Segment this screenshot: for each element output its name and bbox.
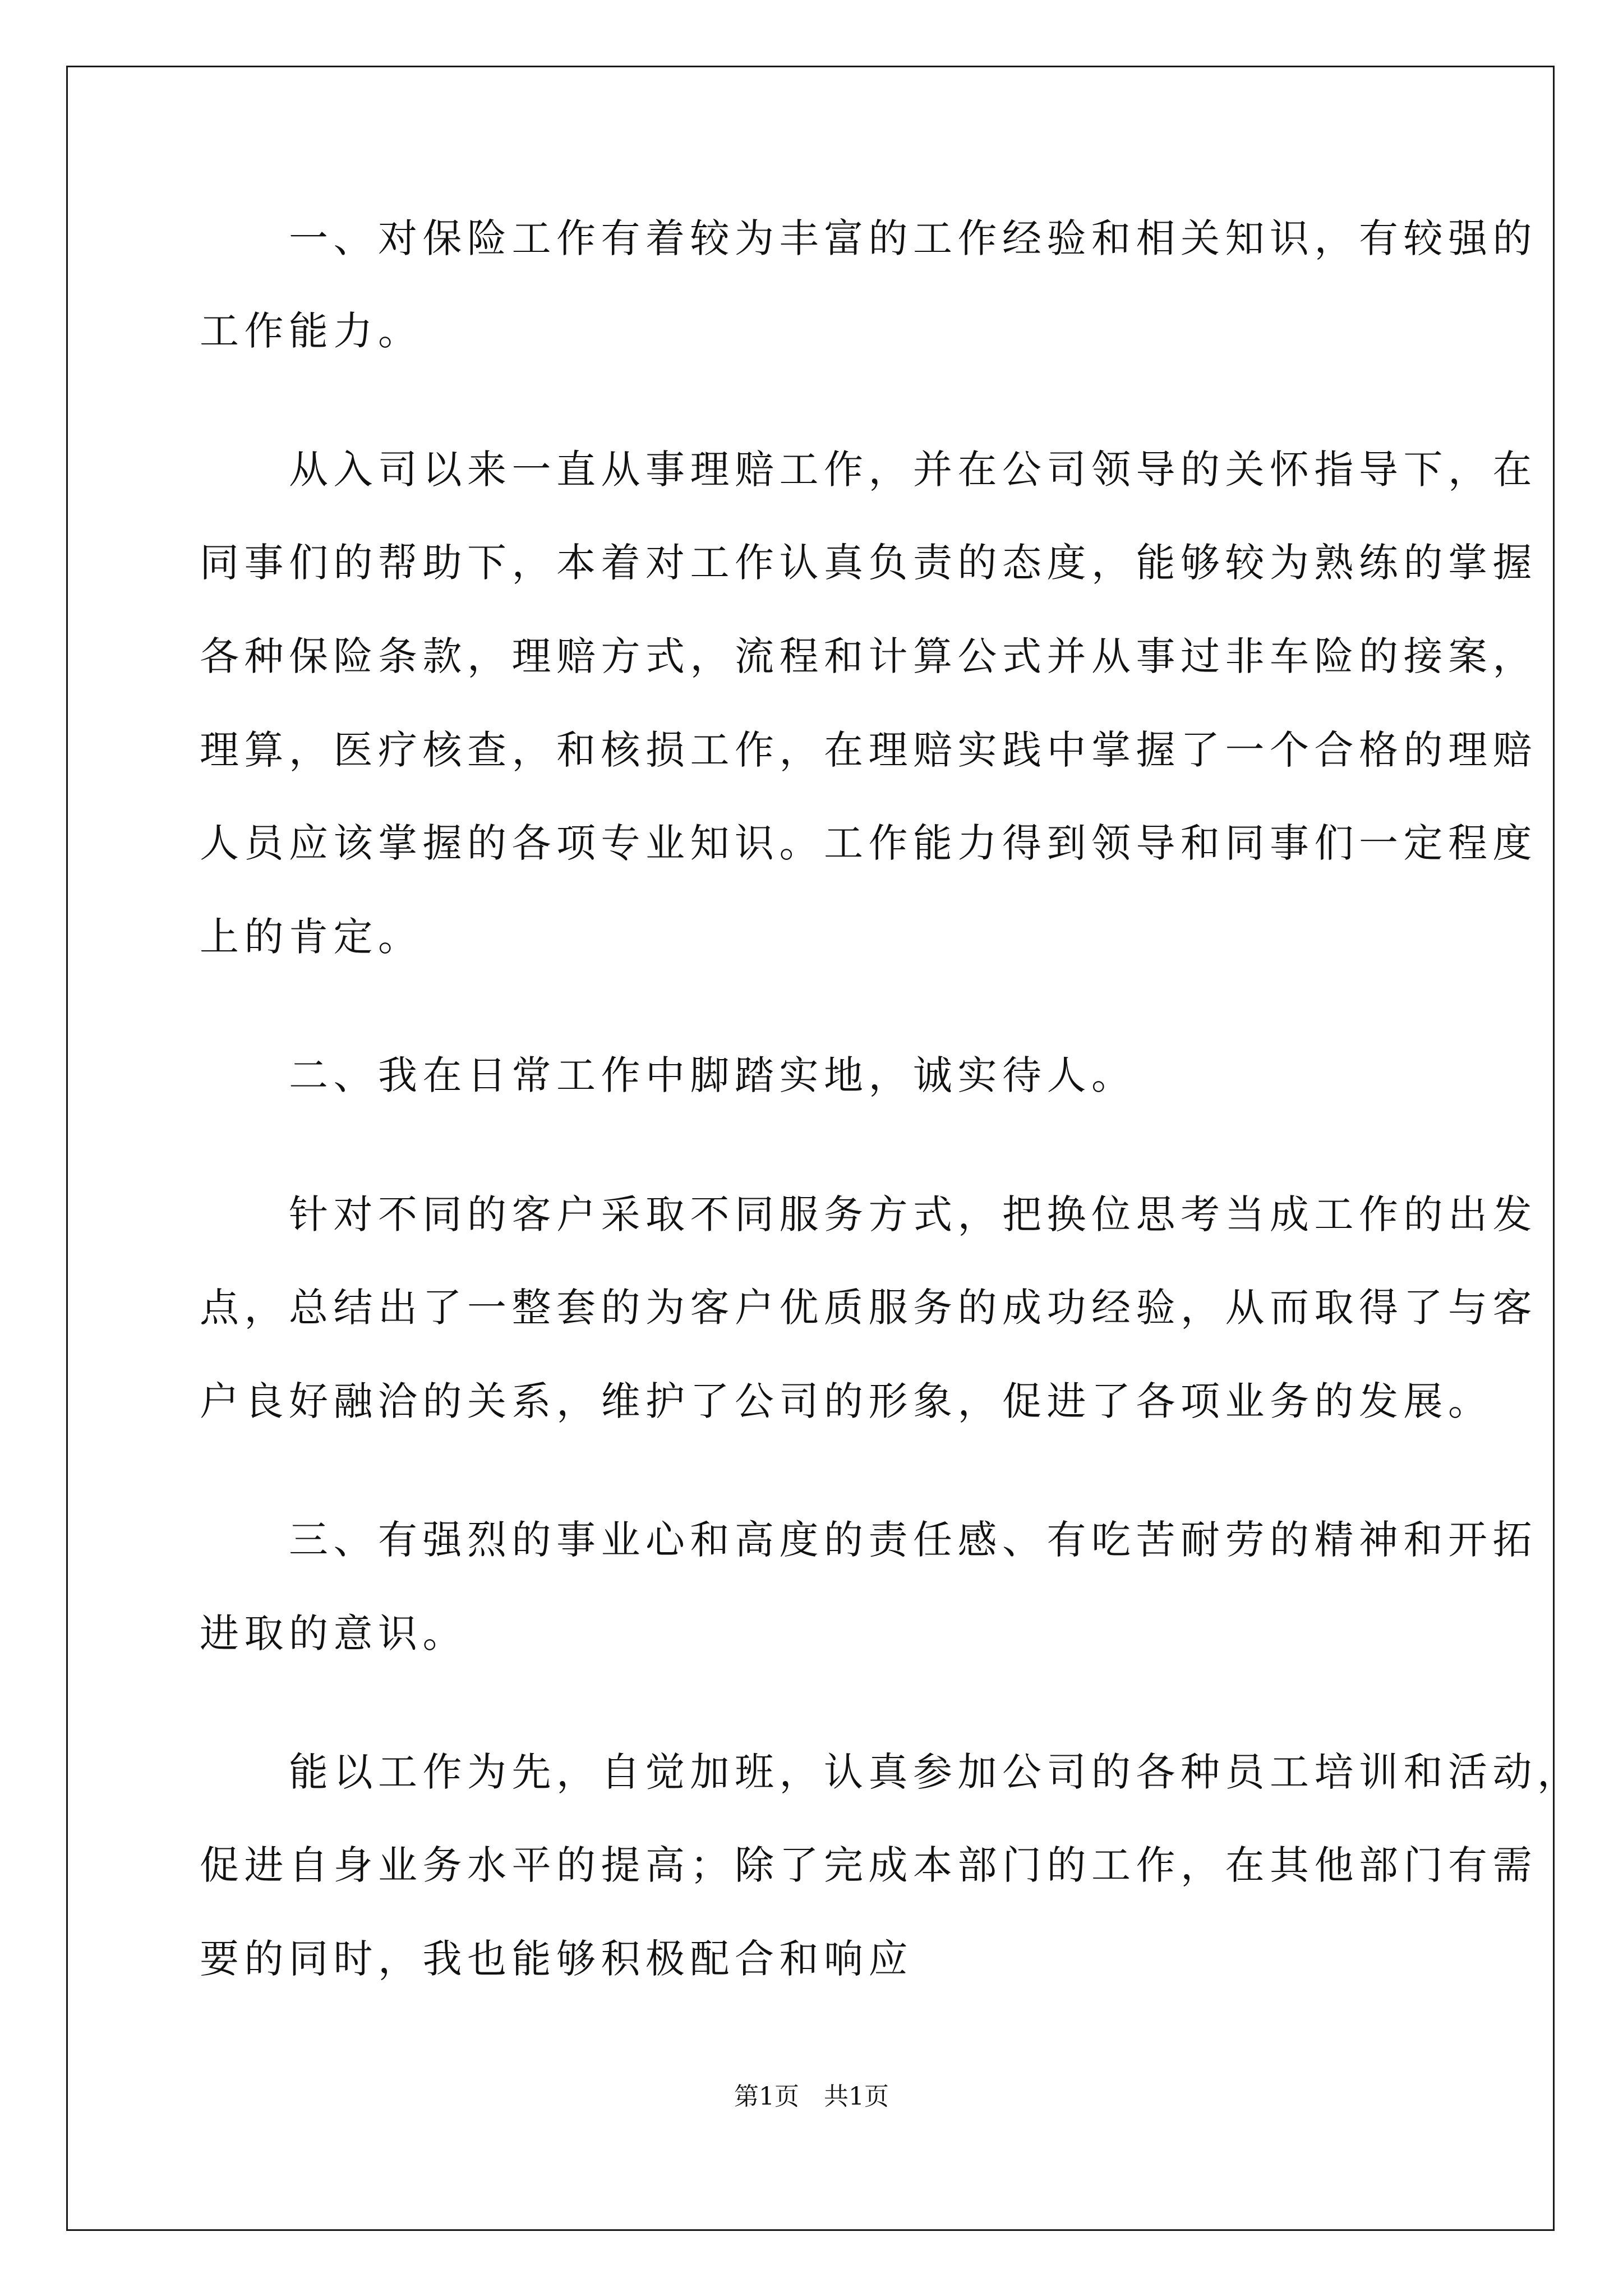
page-border: [66, 66, 1555, 2231]
text-line: 促进自身业务水平的提高；除了完成本部门的工作，在其他部门有需: [200, 1842, 1537, 1888]
text-line: 各种保险条款，理赔方式，流程和计算公式并从事过非车险的接案，: [200, 633, 1537, 679]
text-line: 要的同时，我也能够积极配合和响应: [200, 1936, 913, 1982]
text-line: 从入司以来一直从事理赔工作，并在公司领导的关怀指导下，在: [200, 447, 1537, 493]
text-line: 人员应该掌握的各项专业知识。工作能力得到领导和同事们一定程度: [200, 820, 1537, 866]
text-line: 能以工作为先，自觉加班，认真参加公司的各种员工培训和活动，: [200, 1749, 1582, 1795]
text-line: 点，总结出了一整套的为客户优质服务的成功经验，从而取得了与客: [200, 1285, 1537, 1331]
page-footer: 第1页 共1页: [734, 2082, 889, 2111]
text-line: 针对不同的客户采取不同服务方式，把换位思考当成工作的出发: [200, 1191, 1537, 1237]
text-line: 进取的意识。: [200, 1611, 467, 1657]
text-line: 理算，医疗核查，和核损工作，在理赔实践中掌握了一个合格的理赔: [200, 727, 1537, 773]
text-line: 户良好融洽的关系，维护了公司的形象，促进了各项业务的发展。: [200, 1378, 1493, 1424]
text-line: 二、我在日常工作中脚踏实地，诚实待人。: [200, 1052, 1136, 1098]
text-line: 一、对保险工作有着较为丰富的工作经验和相关知识，有较强的: [200, 215, 1537, 261]
text-line: 同事们的帮助下，本着对工作认真负责的态度，能够较为熟练的掌握: [200, 540, 1537, 586]
text-line: 工作能力。: [200, 308, 423, 354]
text-line: 上的肯定。: [200, 914, 423, 960]
text-line: 三、有强烈的事业心和高度的责任感、有吃苦耐劳的精神和开拓: [200, 1517, 1537, 1563]
